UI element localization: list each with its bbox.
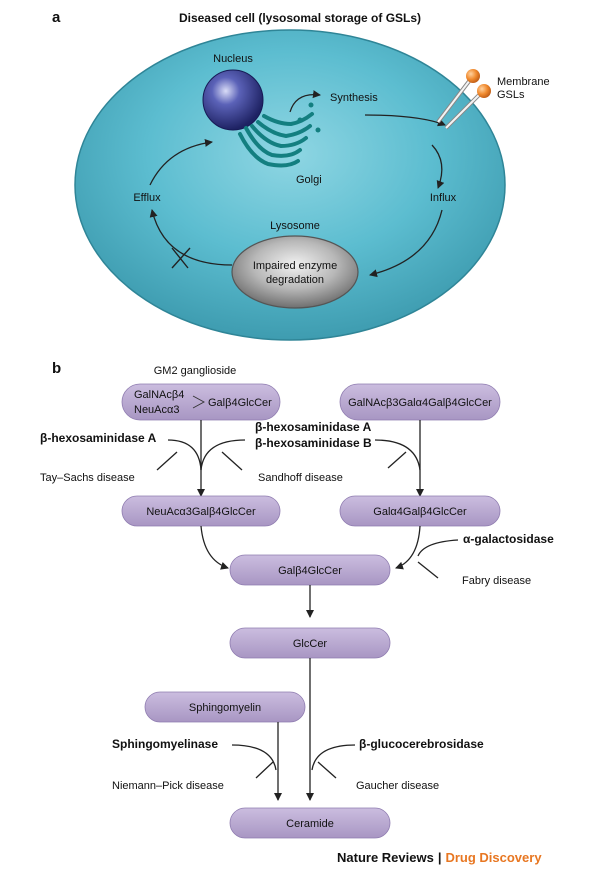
influx-label: Influx xyxy=(429,192,457,204)
alpha-galactosidase-label: α-galactosidase xyxy=(463,532,554,546)
sandhoff-label: Sandhoff disease xyxy=(258,472,343,484)
panel-b-letter: b xyxy=(52,360,62,377)
journal-name: Drug Discovery xyxy=(445,850,542,865)
gb3-to-laccer-reaction xyxy=(396,526,458,578)
journal-credit xyxy=(337,850,542,865)
gb4-to-gb3-reaction xyxy=(375,420,420,496)
laccer-text: Galβ4GlcCer xyxy=(278,565,342,577)
lysosome-text-line2: degradation xyxy=(265,274,325,286)
credit-separator: | xyxy=(437,850,442,865)
synthesis-label: Synthesis xyxy=(330,92,378,104)
membrane-label-line2: GSLs xyxy=(497,89,525,101)
niemann-pick-label: Niemann–Pick disease xyxy=(112,780,224,792)
sphingomyelin-to-ceramide-reaction xyxy=(232,722,278,800)
efflux-label: Efflux xyxy=(133,192,161,204)
gb4-text: GalNAcβ3Galα4Galβ4GlcCer xyxy=(348,397,492,409)
gm2-part3: Galβ4GlcCer xyxy=(208,397,272,409)
gb3-text: Galα4Galβ4GlcCer xyxy=(373,506,467,518)
ceramide-text: Ceramide xyxy=(286,818,334,830)
gm3-to-laccer-arrow xyxy=(201,526,228,568)
glucocerebrosidase-label: β-glucocerebrosidase xyxy=(359,737,484,751)
hexa-right-label: β-hexosaminidase A xyxy=(255,420,372,434)
publisher-name: Nature Reviews xyxy=(337,850,434,865)
glccer-text: GlcCer xyxy=(292,638,328,650)
nucleus xyxy=(203,70,263,130)
gm2-part2: NeuAcα3 xyxy=(134,404,180,416)
lysosome-label: Lysosome xyxy=(270,220,320,232)
hexa-left-label: β-hexosaminidase A xyxy=(40,431,157,445)
gm3-text: NeuAcα3Galβ4GlcCer xyxy=(146,506,256,518)
gaucher-label: Gaucher disease xyxy=(356,780,440,792)
golgi-label: Golgi xyxy=(296,174,322,186)
glccer-to-ceramide-reaction xyxy=(310,658,355,800)
gm2-part1: GalNAcβ4 xyxy=(134,389,185,401)
membrane-label-line1: Membrane xyxy=(497,76,550,88)
fabry-label: Fabry disease xyxy=(462,575,532,587)
gm2-to-gm3-reaction xyxy=(157,420,245,496)
nucleus-label: Nucleus xyxy=(213,53,253,65)
tay-sachs-label: Tay–Sachs disease xyxy=(40,472,135,484)
gm2-ganglioside-label: GM2 ganglioside xyxy=(153,365,237,377)
panel-a-letter: a xyxy=(52,9,61,26)
sphingomyelinase-label: Sphingomyelinase xyxy=(112,737,219,751)
sphingomyelin-text: Sphingomyelin xyxy=(188,702,262,714)
hexb-right-label: β-hexosaminidase B xyxy=(255,436,372,450)
lysosome-text-line1: Impaired enzyme xyxy=(252,260,338,272)
lysosome xyxy=(232,236,358,308)
panel-a-title: Diseased cell (lysosomal storage of GSLs) xyxy=(178,11,422,25)
